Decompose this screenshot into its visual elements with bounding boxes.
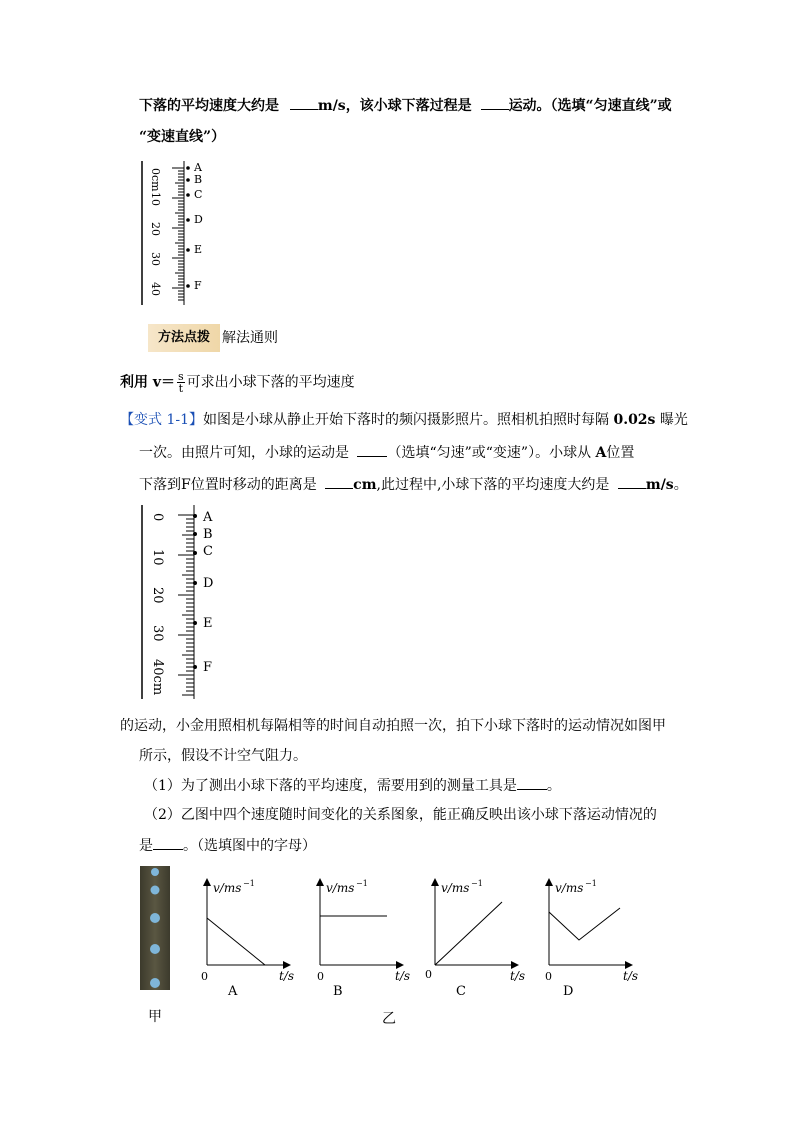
x-axis-label: t/s xyxy=(279,969,295,983)
point-label: D xyxy=(194,213,203,226)
graph-letter: A xyxy=(228,984,238,999)
method-badge xyxy=(148,324,220,352)
photo-label: 甲 xyxy=(148,1009,162,1025)
ball-dot xyxy=(193,514,197,518)
variant-line3 xyxy=(139,475,688,494)
ruler1-ticks xyxy=(172,168,184,300)
unit-text: m/s xyxy=(317,98,346,114)
ruler1-tick-label: 10 xyxy=(149,192,162,206)
question-line1: 的运动，小金用照相机每隔相等的时间自动拍照一次，拍下小球下落时的运动情况如图甲 xyxy=(120,718,666,734)
answer-blank xyxy=(357,443,387,457)
graph-D xyxy=(545,879,638,999)
formula-prefix: 利用 v＝ xyxy=(120,374,176,391)
photo-balls xyxy=(140,866,170,990)
question-text: 是 xyxy=(139,838,153,854)
graph-letter: C xyxy=(456,984,466,999)
point-label: F xyxy=(194,279,202,292)
variant-line2 xyxy=(139,443,634,462)
ruler1-tick-label: 20 xyxy=(149,222,162,236)
unit-text: cm xyxy=(353,477,377,493)
y-axis-exp: −1 xyxy=(243,879,255,888)
point-ref: A xyxy=(595,445,607,461)
question-1 xyxy=(144,776,561,795)
x-axis-label: t/s xyxy=(395,969,411,983)
origin-label: 0 xyxy=(317,970,324,983)
graph-B xyxy=(317,879,410,999)
ruler2-unit: 40cm xyxy=(150,659,165,696)
ruler2-tick-label: 10 xyxy=(150,549,165,566)
variant-text: 曝光 xyxy=(659,412,688,428)
point-label: B xyxy=(203,527,213,542)
graph-A xyxy=(201,879,294,999)
ball-dot xyxy=(186,284,190,288)
origin-label: 0 xyxy=(201,970,208,983)
point-label: A xyxy=(203,510,213,525)
graph-C xyxy=(425,879,525,999)
section1-line2: “变速直线”） xyxy=(139,129,226,145)
section1-text-b: ，该小球下落过程是 xyxy=(345,98,472,114)
y-axis-exp: −1 xyxy=(356,879,368,888)
section1-text-c: 运动。（选填“匀速直线”或 xyxy=(508,98,672,114)
point-label: B xyxy=(194,173,203,186)
question-2: （2）乙图中四个速度随时间变化的关系图象，能正确反映出该小球下落运动情况的 xyxy=(144,807,657,823)
ruler2-tick-label: 30 xyxy=(150,625,165,642)
variant-text: 一次。由照片可知，小球的运动是 xyxy=(139,445,349,461)
y-axis-label: v/ms xyxy=(441,881,470,895)
y-axis-label: v/ms xyxy=(213,881,242,895)
group-label: 乙 xyxy=(382,1011,396,1027)
ball-dot xyxy=(193,551,197,555)
point-label: E xyxy=(194,243,203,256)
point-label: D xyxy=(203,576,214,591)
y-axis-label: v/ms xyxy=(326,881,355,895)
section1-line1 xyxy=(139,96,672,115)
variant-line1 xyxy=(120,411,688,429)
question-text: 。 xyxy=(546,778,561,794)
ball-dot xyxy=(186,166,190,170)
interval-value: 0.02s xyxy=(613,412,656,428)
answer-blank xyxy=(325,475,353,489)
ruler2-tick-label: 20 xyxy=(150,587,165,604)
question-text: （1）为了测出小球下落的平均速度，需要用到的测量工具是 xyxy=(144,778,517,794)
ruler1-tick-label: 40 xyxy=(149,282,162,296)
formula-suffix: 可求出小球下落的平均速度 xyxy=(186,374,355,391)
answer-blank xyxy=(481,96,509,110)
variant-text: 。 xyxy=(673,477,688,493)
origin-label: 0 xyxy=(425,968,432,981)
answer-blank xyxy=(290,96,318,110)
point-label: A xyxy=(194,161,202,174)
variant-text: 如图是小球从静止开始下落时的频闪摄影照片。照相机拍照时每隔 xyxy=(203,412,609,428)
ball-dot xyxy=(186,193,190,197)
graph-letter: D xyxy=(563,984,574,999)
fraction-num: s xyxy=(178,370,184,383)
point-label: E xyxy=(203,616,213,631)
ball-dot xyxy=(193,581,197,585)
ruler-figure-1 xyxy=(140,158,230,308)
y-axis-exp: −1 xyxy=(471,879,483,888)
formula-line xyxy=(120,371,355,394)
point-label: F xyxy=(203,660,213,675)
ball-dot xyxy=(186,248,190,252)
ruler1-tick-label: 30 xyxy=(149,252,162,266)
fraction xyxy=(177,371,185,394)
graph-letter: B xyxy=(333,984,343,999)
ruler2-tick-label: 0 xyxy=(150,513,165,522)
method-badge-text: 方法点拨 xyxy=(157,330,210,345)
ruler1-unit: 0cm xyxy=(149,168,162,192)
ruler2-ticks xyxy=(178,515,194,695)
vt-graphs xyxy=(195,872,655,1002)
ruler-figure-2 xyxy=(138,503,238,703)
question-3 xyxy=(139,836,316,855)
y-axis-exp: −1 xyxy=(585,879,597,888)
variant-text: ,此过程中,小球下落的平均速度大约是 xyxy=(376,477,610,493)
variant-text: （选填“匀速”或“变速”）。小球从 xyxy=(387,445,592,461)
answer-blank xyxy=(153,836,183,850)
x-axis-label: t/s xyxy=(623,969,639,983)
variant-text: 下落到F位置时移动的距离是 xyxy=(139,477,317,493)
y-axis-label: v/ms xyxy=(555,881,584,895)
ball-dot xyxy=(186,178,190,182)
question-text: 。（选填图中的字母） xyxy=(183,838,316,854)
answer-blank xyxy=(618,475,646,489)
variant-text: 位置 xyxy=(606,445,635,461)
origin-label: 0 xyxy=(545,970,552,983)
ball-dot xyxy=(193,532,197,536)
point-label: C xyxy=(194,188,203,201)
fraction-den: t xyxy=(178,382,184,395)
ball-dot xyxy=(193,665,197,669)
point-label: C xyxy=(203,544,213,559)
unit-text: m/s xyxy=(645,477,674,493)
section1-text-a: 下落的平均速度大约是 xyxy=(139,98,279,114)
answer-blank xyxy=(517,776,547,790)
ball-dot xyxy=(186,218,190,222)
question-line2: 所示，假设不计空气阻力。 xyxy=(139,748,307,764)
x-axis-label: t/s xyxy=(510,969,526,983)
ball-dot xyxy=(193,621,197,625)
strobe-photo xyxy=(140,866,170,990)
method-title: 解法通则 xyxy=(222,330,278,346)
variant-tag: 【变式 1-1】 xyxy=(120,412,203,428)
